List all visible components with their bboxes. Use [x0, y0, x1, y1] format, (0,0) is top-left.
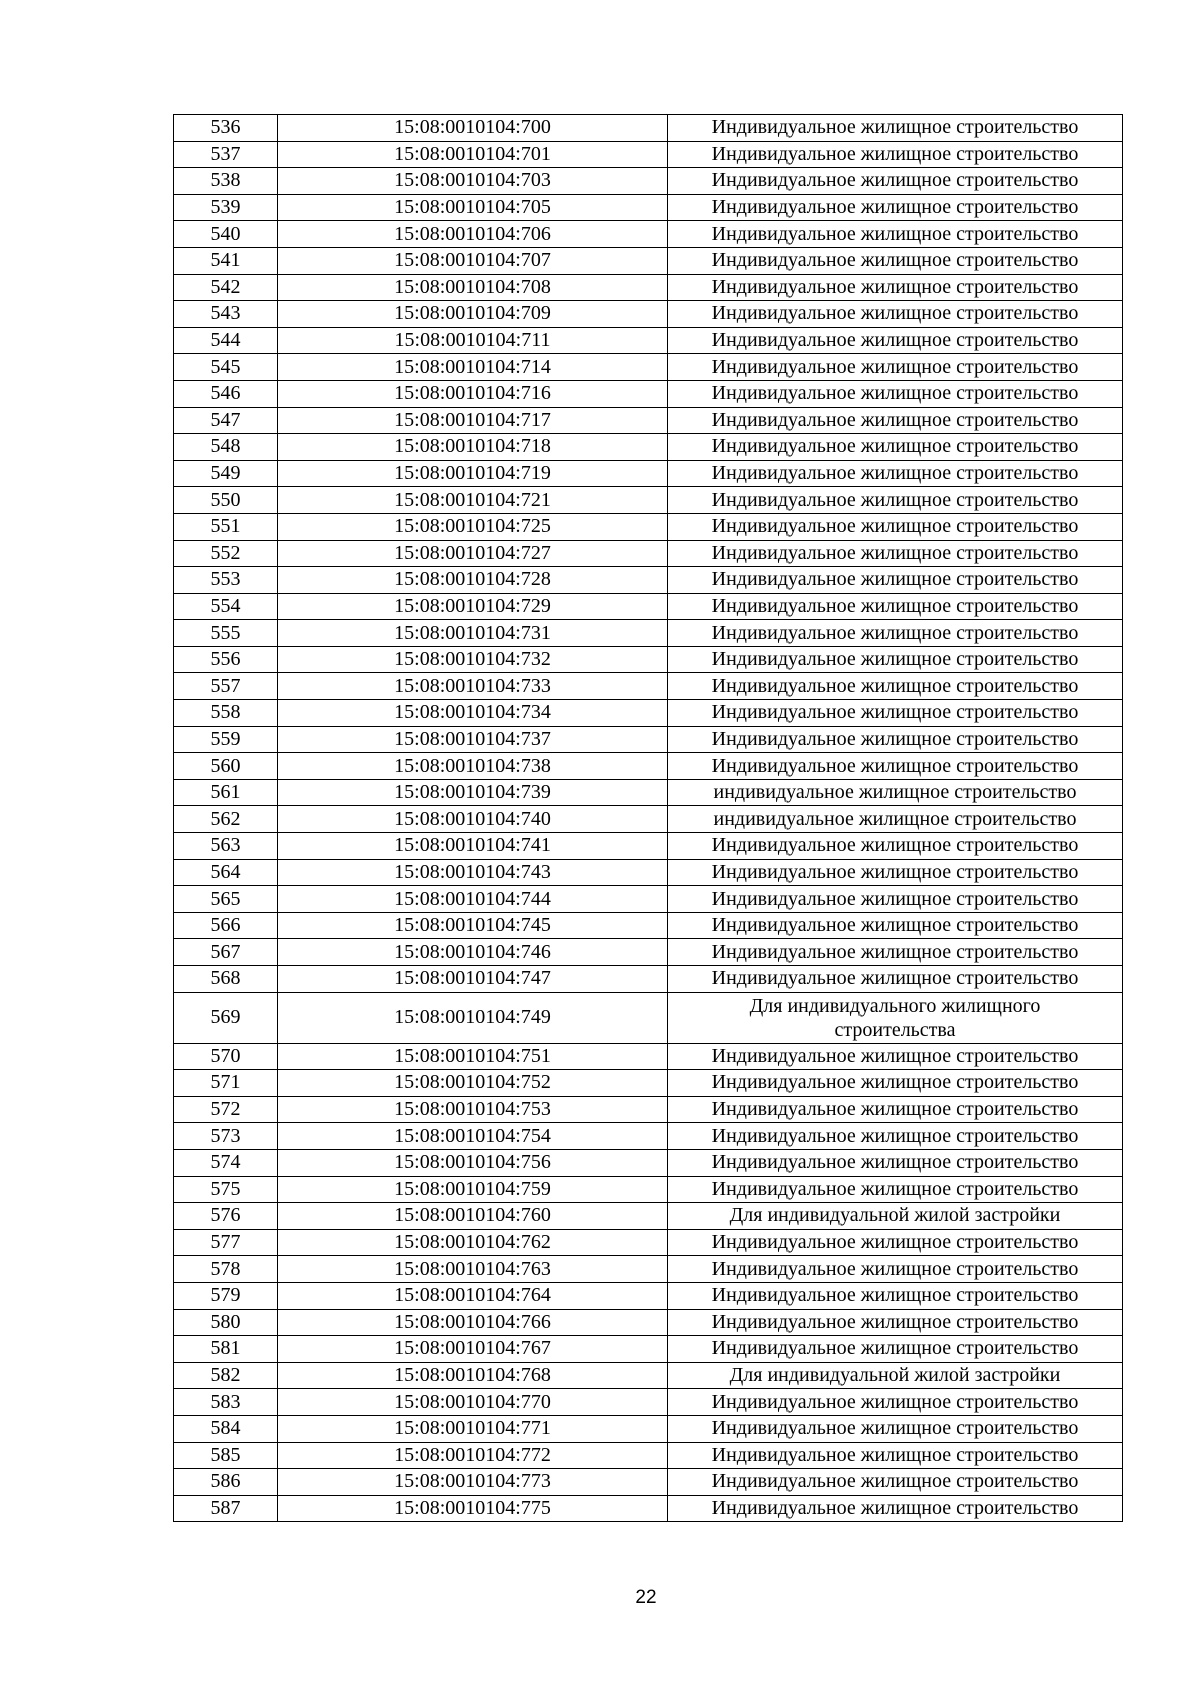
- row-number-cell: 540: [174, 221, 278, 248]
- cadastral-number-cell: 15:08:0010104:775: [278, 1495, 668, 1522]
- table-row: [174, 168, 1123, 195]
- cadastral-number-cell: 15:08:0010104:700: [278, 115, 668, 142]
- row-number-cell: 565: [174, 886, 278, 913]
- cadastral-number-cell: 15:08:0010104:719: [278, 460, 668, 487]
- row-number-cell: 577: [174, 1229, 278, 1256]
- cadastral-number-cell: 15:08:0010104:754: [278, 1123, 668, 1150]
- cadastral-number-cell: 15:08:0010104:707: [278, 247, 668, 274]
- cadastral-number-cell: 15:08:0010104:746: [278, 939, 668, 966]
- row-number-cell: 543: [174, 301, 278, 328]
- table-row: [174, 1495, 1123, 1522]
- table-row: [174, 886, 1123, 913]
- row-number-cell: 571: [174, 1070, 278, 1097]
- row-number-cell: 544: [174, 327, 278, 354]
- row-number-cell: 557: [174, 673, 278, 700]
- row-number-cell: 548: [174, 434, 278, 461]
- row-number-cell: 558: [174, 700, 278, 727]
- cadastral-number-cell: 15:08:0010104:737: [278, 726, 668, 753]
- land-use-cell: Индивидуальное жилищное строительство: [668, 301, 1123, 328]
- land-use-cell: Индивидуальное жилищное строительство: [668, 1469, 1123, 1496]
- row-number-cell: 570: [174, 1043, 278, 1070]
- table-row: [174, 460, 1123, 487]
- row-number-cell: 537: [174, 141, 278, 168]
- row-number-cell: 567: [174, 939, 278, 966]
- land-use-cell: Индивидуальное жилищное строительство: [668, 1256, 1123, 1283]
- table-row: [174, 726, 1123, 753]
- table-row: [174, 567, 1123, 594]
- cadastral-number-cell: 15:08:0010104:759: [278, 1176, 668, 1203]
- table-row: [174, 1256, 1123, 1283]
- row-number-cell: 552: [174, 540, 278, 567]
- cadastral-number-cell: 15:08:0010104:744: [278, 886, 668, 913]
- row-number-cell: 582: [174, 1362, 278, 1389]
- row-number-cell: 562: [174, 806, 278, 833]
- cadastral-number-cell: 15:08:0010104:768: [278, 1362, 668, 1389]
- table-row: [174, 1336, 1123, 1363]
- cadastral-number-cell: 15:08:0010104:708: [278, 274, 668, 301]
- land-use-cell: Индивидуальное жилищное строительство: [668, 1176, 1123, 1203]
- table-row: [174, 513, 1123, 540]
- table-row: [174, 1362, 1123, 1389]
- cadastral-number-cell: 15:08:0010104:743: [278, 859, 668, 886]
- land-use-cell: индивидуальное жилищное строительство: [668, 779, 1123, 806]
- land-use-cell: Индивидуальное жилищное строительство: [668, 274, 1123, 301]
- table-row: [174, 540, 1123, 567]
- land-use-cell: Индивидуальное жилищное строительство: [668, 1096, 1123, 1123]
- cadastral-number-cell: 15:08:0010104:772: [278, 1442, 668, 1469]
- land-use-cell: Индивидуальное жилищное строительство: [668, 1336, 1123, 1363]
- cadastral-number-cell: 15:08:0010104:718: [278, 434, 668, 461]
- land-use-cell: Индивидуальное жилищное строительство: [668, 1389, 1123, 1416]
- land-use-cell: Индивидуальное жилищное строительство: [668, 833, 1123, 860]
- cadastral-number-cell: 15:08:0010104:706: [278, 221, 668, 248]
- row-number-cell: 561: [174, 779, 278, 806]
- land-use-cell: Индивидуальное жилищное строительство: [668, 753, 1123, 780]
- row-number-cell: 553: [174, 567, 278, 594]
- land-use-cell: Индивидуальное жилищное строительство: [668, 221, 1123, 248]
- land-use-cell: Индивидуальное жилищное строительство: [668, 194, 1123, 221]
- cadastral-number-cell: 15:08:0010104:727: [278, 540, 668, 567]
- row-number-cell: 536: [174, 115, 278, 142]
- land-use-cell: Индивидуальное жилищное строительство: [668, 1415, 1123, 1442]
- land-use-cell: Индивидуальное жилищное строительство: [668, 1282, 1123, 1309]
- table-row: [174, 354, 1123, 381]
- land-use-cell: Индивидуальное жилищное строительство: [668, 646, 1123, 673]
- cadastral-number-cell: 15:08:0010104:773: [278, 1469, 668, 1496]
- table-row: [174, 274, 1123, 301]
- row-number-cell: 556: [174, 646, 278, 673]
- table-row: [174, 1176, 1123, 1203]
- cadastral-number-cell: 15:08:0010104:717: [278, 407, 668, 434]
- cadastral-number-cell: 15:08:0010104:760: [278, 1203, 668, 1230]
- table-row: [174, 939, 1123, 966]
- cadastral-number-cell: 15:08:0010104:747: [278, 966, 668, 993]
- row-number-cell: 550: [174, 487, 278, 514]
- cadastral-number-cell: 15:08:0010104:701: [278, 141, 668, 168]
- cadastral-number-cell: 15:08:0010104:733: [278, 673, 668, 700]
- table-row: [174, 833, 1123, 860]
- row-number-cell: 560: [174, 753, 278, 780]
- cadastral-number-cell: 15:08:0010104:749: [278, 992, 668, 1043]
- land-use-cell: Индивидуальное жилищное строительство: [668, 407, 1123, 434]
- table-row: [174, 434, 1123, 461]
- row-number-cell: 568: [174, 966, 278, 993]
- cadastral-number-cell: 15:08:0010104:767: [278, 1336, 668, 1363]
- row-number-cell: 587: [174, 1495, 278, 1522]
- row-number-cell: 583: [174, 1389, 278, 1416]
- land-use-cell: Индивидуальное жилищное строительство: [668, 1442, 1123, 1469]
- land-use-cell: Индивидуальное жилищное строительство: [668, 540, 1123, 567]
- land-use-cell: Индивидуальное жилищное строительство: [668, 700, 1123, 727]
- cadastral-number-cell: 15:08:0010104:739: [278, 779, 668, 806]
- table-row: [174, 1389, 1123, 1416]
- cadastral-number-cell: 15:08:0010104:771: [278, 1415, 668, 1442]
- row-number-cell: 539: [174, 194, 278, 221]
- table-row: [174, 646, 1123, 673]
- table-row: [174, 593, 1123, 620]
- cadastral-number-cell: 15:08:0010104:714: [278, 354, 668, 381]
- row-number-cell: 547: [174, 407, 278, 434]
- land-use-cell: Индивидуальное жилищное строительство: [668, 939, 1123, 966]
- land-use-cell: Индивидуальное жилищное строительство: [668, 434, 1123, 461]
- land-use-cell: Индивидуальное жилищное строительство: [668, 1070, 1123, 1097]
- row-number-cell: 554: [174, 593, 278, 620]
- land-use-cell: Индивидуальное жилищное строительство: [668, 1149, 1123, 1176]
- cadastral-number-cell: 15:08:0010104:764: [278, 1282, 668, 1309]
- land-use-cell: Для индивидуального жилищного строительства: [668, 992, 1123, 1043]
- table-row: [174, 141, 1123, 168]
- row-number-cell: 569: [174, 992, 278, 1043]
- land-use-cell: Индивидуальное жилищное строительство: [668, 1229, 1123, 1256]
- table-row: [174, 700, 1123, 727]
- cadastral-number-cell: 15:08:0010104:740: [278, 806, 668, 833]
- row-number-cell: 572: [174, 1096, 278, 1123]
- row-number-cell: 575: [174, 1176, 278, 1203]
- table-row: [174, 1070, 1123, 1097]
- land-use-cell: Индивидуальное жилищное строительство: [668, 460, 1123, 487]
- land-use-cell: Индивидуальное жилищное строительство: [668, 327, 1123, 354]
- page-number: 22: [635, 1587, 657, 1608]
- table-row: [174, 806, 1123, 833]
- row-number-cell: 538: [174, 168, 278, 195]
- table-row: [174, 1043, 1123, 1070]
- row-number-cell: 578: [174, 1256, 278, 1283]
- row-number-cell: 564: [174, 859, 278, 886]
- table-row: [174, 753, 1123, 780]
- cadastral-number-cell: 15:08:0010104:725: [278, 513, 668, 540]
- row-number-cell: 559: [174, 726, 278, 753]
- land-use-cell: Индивидуальное жилищное строительство: [668, 673, 1123, 700]
- table-row: [174, 1442, 1123, 1469]
- table-row: [174, 1309, 1123, 1336]
- table-row: [174, 380, 1123, 407]
- land-use-cell: Индивидуальное жилищное строительство: [668, 1043, 1123, 1070]
- row-number-cell: 563: [174, 833, 278, 860]
- land-use-cell: Индивидуальное жилищное строительство: [668, 567, 1123, 594]
- table-row: [174, 1282, 1123, 1309]
- land-use-cell: Индивидуальное жилищное строительство: [668, 912, 1123, 939]
- table-row: [174, 992, 1123, 1043]
- table-row: [174, 1096, 1123, 1123]
- land-use-cell: Индивидуальное жилищное строительство: [668, 859, 1123, 886]
- cadastral-number-cell: 15:08:0010104:751: [278, 1043, 668, 1070]
- land-plot-table: [173, 114, 1123, 1522]
- row-number-cell: 541: [174, 247, 278, 274]
- cadastral-number-cell: 15:08:0010104:762: [278, 1229, 668, 1256]
- land-use-cell: Индивидуальное жилищное строительство: [668, 115, 1123, 142]
- land-use-cell: Индивидуальное жилищное строительство: [668, 966, 1123, 993]
- row-number-cell: 574: [174, 1149, 278, 1176]
- cadastral-number-cell: 15:08:0010104:709: [278, 301, 668, 328]
- table-row: [174, 247, 1123, 274]
- row-number-cell: 566: [174, 912, 278, 939]
- row-number-cell: 542: [174, 274, 278, 301]
- cadastral-number-cell: 15:08:0010104:756: [278, 1149, 668, 1176]
- cadastral-number-cell: 15:08:0010104:753: [278, 1096, 668, 1123]
- land-use-cell: Индивидуальное жилищное строительство: [668, 168, 1123, 195]
- table-row: [174, 673, 1123, 700]
- cadastral-number-cell: 15:08:0010104:721: [278, 487, 668, 514]
- row-number-cell: 551: [174, 513, 278, 540]
- row-number-cell: 576: [174, 1203, 278, 1230]
- land-use-cell: Индивидуальное жилищное строительство: [668, 487, 1123, 514]
- land-use-cell: Для индивидуальной жилой застройки: [668, 1362, 1123, 1389]
- row-number-cell: 573: [174, 1123, 278, 1150]
- row-number-cell: 555: [174, 620, 278, 647]
- cadastral-number-cell: 15:08:0010104:734: [278, 700, 668, 727]
- cadastral-number-cell: 15:08:0010104:732: [278, 646, 668, 673]
- table-row: [174, 487, 1123, 514]
- cadastral-number-cell: 15:08:0010104:752: [278, 1070, 668, 1097]
- table-row: [174, 407, 1123, 434]
- land-use-cell: Индивидуальное жилищное строительство: [668, 380, 1123, 407]
- land-use-cell: Индивидуальное жилищное строительство: [668, 513, 1123, 540]
- table-row: [174, 1229, 1123, 1256]
- row-number-cell: 581: [174, 1336, 278, 1363]
- table-row: [174, 327, 1123, 354]
- land-use-cell: Индивидуальное жилищное строительство: [668, 593, 1123, 620]
- cadastral-number-cell: 15:08:0010104:745: [278, 912, 668, 939]
- cadastral-number-cell: 15:08:0010104:741: [278, 833, 668, 860]
- land-use-cell: индивидуальное жилищное строительство: [668, 806, 1123, 833]
- row-number-cell: 546: [174, 380, 278, 407]
- row-number-cell: 584: [174, 1415, 278, 1442]
- table-row: [174, 966, 1123, 993]
- table-row: [174, 779, 1123, 806]
- cadastral-number-cell: 15:08:0010104:766: [278, 1309, 668, 1336]
- table-row: [174, 620, 1123, 647]
- land-use-cell: Индивидуальное жилищное строительство: [668, 1495, 1123, 1522]
- cadastral-number-cell: 15:08:0010104:728: [278, 567, 668, 594]
- row-number-cell: 580: [174, 1309, 278, 1336]
- cadastral-number-cell: 15:08:0010104:729: [278, 593, 668, 620]
- row-number-cell: 585: [174, 1442, 278, 1469]
- table-row: [174, 115, 1123, 142]
- table-row: [174, 912, 1123, 939]
- row-number-cell: 549: [174, 460, 278, 487]
- table-row: [174, 221, 1123, 248]
- table-row: [174, 1203, 1123, 1230]
- cadastral-number-cell: 15:08:0010104:705: [278, 194, 668, 221]
- cadastral-number-cell: 15:08:0010104:770: [278, 1389, 668, 1416]
- land-use-cell: Индивидуальное жилищное строительство: [668, 886, 1123, 913]
- land-use-cell: Индивидуальное жилищное строительство: [668, 1309, 1123, 1336]
- table-row: [174, 1123, 1123, 1150]
- cadastral-number-cell: 15:08:0010104:763: [278, 1256, 668, 1283]
- row-number-cell: 545: [174, 354, 278, 381]
- table-body: [174, 115, 1123, 1522]
- land-use-cell: Для индивидуальной жилой застройки: [668, 1203, 1123, 1230]
- land-use-cell: Индивидуальное жилищное строительство: [668, 620, 1123, 647]
- cadastral-number-cell: 15:08:0010104:711: [278, 327, 668, 354]
- cadastral-number-cell: 15:08:0010104:738: [278, 753, 668, 780]
- table-row: [174, 859, 1123, 886]
- table-row: [174, 1415, 1123, 1442]
- table-row: [174, 194, 1123, 221]
- cadastral-number-cell: 15:08:0010104:716: [278, 380, 668, 407]
- cadastral-number-cell: 15:08:0010104:703: [278, 168, 668, 195]
- land-use-cell: Индивидуальное жилищное строительство: [668, 726, 1123, 753]
- land-use-cell: Индивидуальное жилищное строительство: [668, 141, 1123, 168]
- cadastral-number-cell: 15:08:0010104:731: [278, 620, 668, 647]
- table-row: [174, 301, 1123, 328]
- land-use-cell: Индивидуальное жилищное строительство: [668, 354, 1123, 381]
- table-row: [174, 1469, 1123, 1496]
- land-use-cell: Индивидуальное жилищное строительство: [668, 247, 1123, 274]
- land-use-cell: Индивидуальное жилищное строительство: [668, 1123, 1123, 1150]
- row-number-cell: 586: [174, 1469, 278, 1496]
- table-row: [174, 1149, 1123, 1176]
- row-number-cell: 579: [174, 1282, 278, 1309]
